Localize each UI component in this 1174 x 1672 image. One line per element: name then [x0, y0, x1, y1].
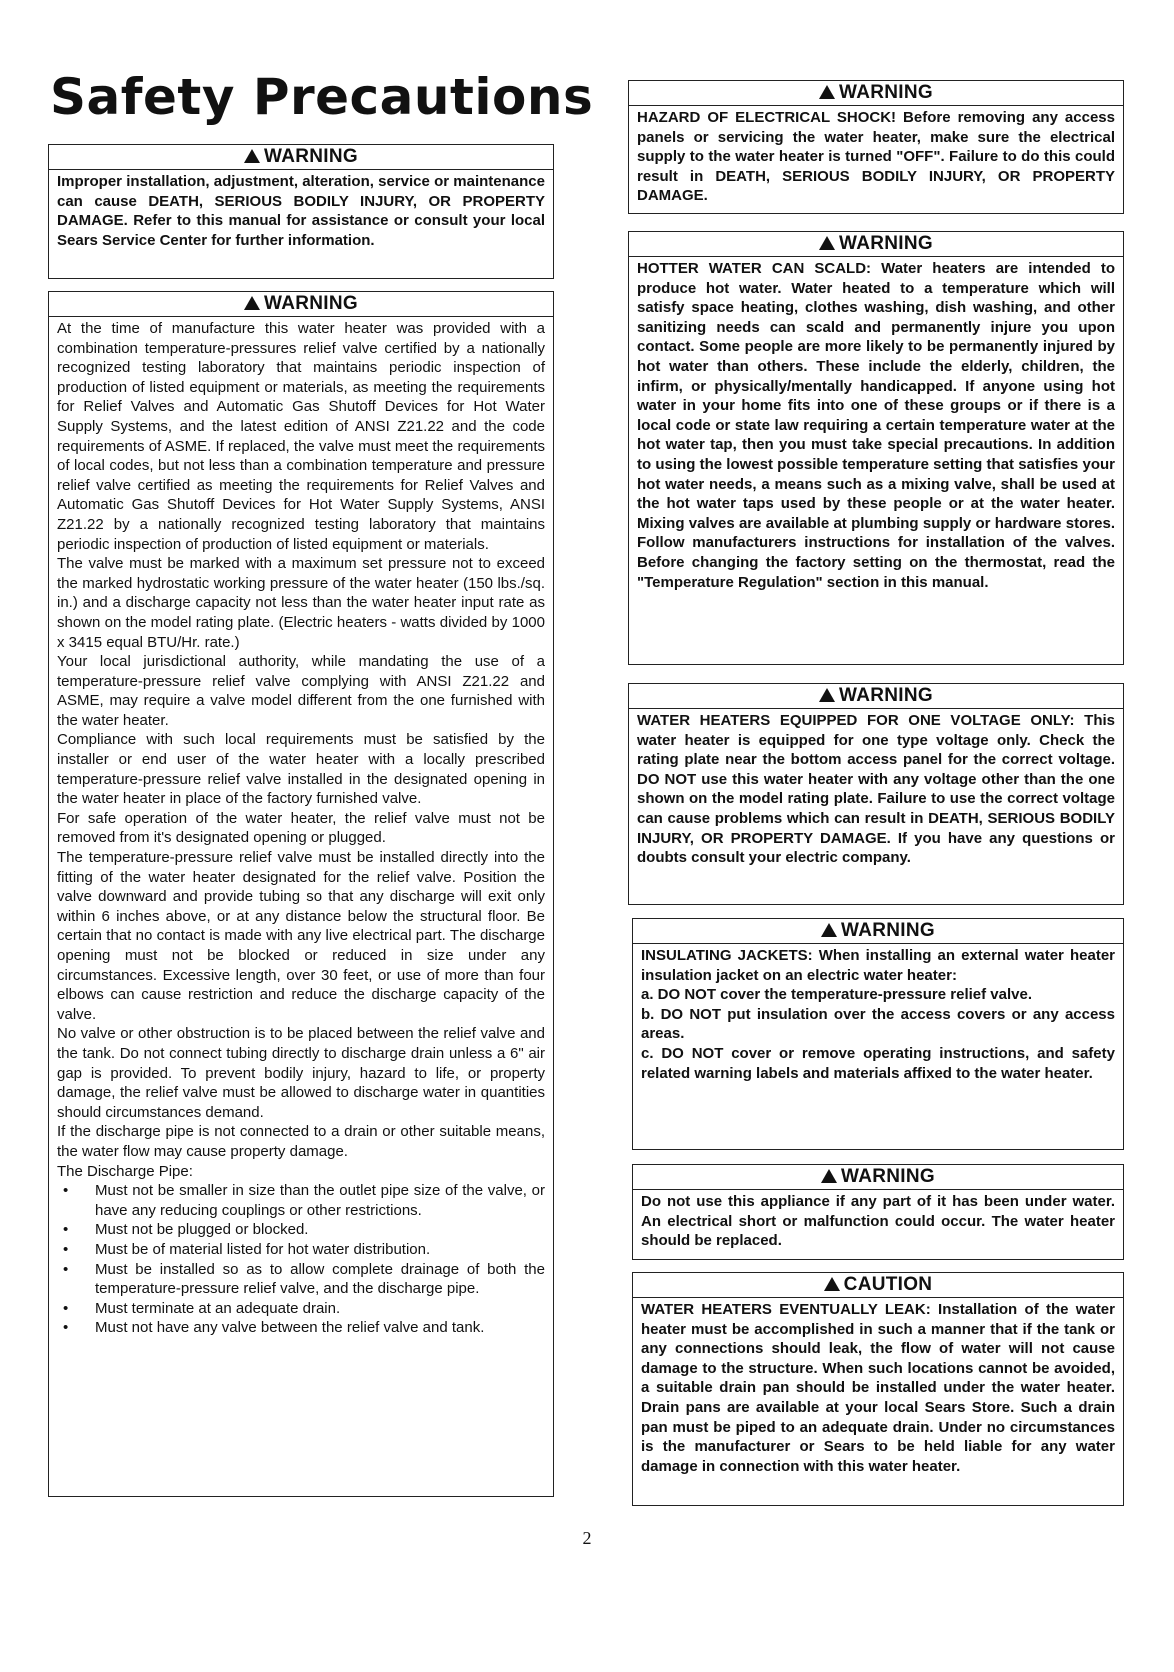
- list-item: c. DO NOT cover or remove operating instructions, and safety related warning labels and materials affixed to the water heater.: [641, 1044, 1115, 1082]
- relief-valve-paragraph-1: At the time of manufacture this water heater was provided with a combination temperature-pressures relief valve certified by a nationally recognized testing laboratory that maintains periodic inspection of production of listed equipment or materials, as meeting the requirements for Relief Valves and Automatic Gas Shutoff Devices for Hot Water Supply Systems, and the latest edition of ANSI Z21.22 and the code requirements of ASME. If replaced, the valve must meet the requirements of local codes, but not less than a combination temperature and pressure relief valve certified as meeting the requirements for Relief Valves and Automatic Gas Shutoff Devices for Hot Water Supply Systems, ANSI Z21.22 by a nationally recognized testing laboratory that maintains periodic inspection of production of listed equipment or materials.: [57, 320, 545, 553]
- relief-valve-paragraph-8: If the discharge pipe is not connected to a drain or other suitable means, the water flow may cause property damage.: [57, 1123, 545, 1160]
- warning-text: HAZARD OF ELECTRICAL SHOCK! Before removing any access panels or servicing the water heater, make sure the electrical supply to the water heater is turned "OFF". Failure to do this could result in DEATH, SERIOUS BODILY INJURY, OR PROPERTY DAMAGE.: [637, 109, 1115, 205]
- warning-text: [641, 946, 1115, 985]
- warning-body: This water heater is equipped for one type voltage only. Check the rating plate near the bottom access panel for the correct voltage. DO NOT use this water heater with any voltage other than the one shown on the model rating plate. Failure to use the correct voltage can cause problems which can result in DEATH, SERIOUS BODILY INJURY, OR PROPERTY DAMAGE. If you have any questions or doubts consult your electric company.: [637, 712, 1115, 867]
- relief-valve-paragraph-7: No valve or other obstruction is to be placed between the relief valve and the tank. Do not connect tubing directly to discharge drain unless a 6" air gap is provided. To prevent bodily injury, hazard to life, or property damage, the relief valve must be allowed to discharge water in quantities should circumstances demand.: [57, 1025, 545, 1121]
- relief-valve-paragraph-3: Your local jurisdictional authority, while mandating the use of a temperature-pressure relief valve complying with ANSI Z21.22 and ASME, may require a valve model different from the one furnished with the water heater.: [57, 653, 545, 729]
- warning-heading-label: WARNING: [264, 293, 358, 314]
- discharge-pipe-list: [57, 1181, 545, 1338]
- caution-body: Installation of the water heater must be accomplished in such a manner that if the tank or any connections should leak, the flow of water will not cause damage to the structure. When such locations cannot be avoided, a suitable drain pan should be installed under the water heater. Drain pans are available at your local Sears Store. Such a drain pan must be piped to an adequate drain. Under no circumstances is the manufacturer or Sears to be held liable for any water damage in connection with this water heater.: [641, 1301, 1115, 1475]
- warning-text: Do not use this appliance if any part of it has been under water. An electrical short or malfunction could occur. The water heater should be replaced.: [641, 1193, 1115, 1250]
- caution-heading: [633, 1273, 1123, 1298]
- warning-lead: HOTTER WATER CAN SCALD:: [637, 260, 872, 277]
- warning-heading: [629, 232, 1123, 257]
- warning-heading-label: WARNING: [841, 1166, 935, 1187]
- warning-heading-label: WARNING: [264, 146, 358, 167]
- list-item: • Must be installed so as to allow complete drainage of both the temperature-pressure relief valve, and the discharge pipe.: [57, 1260, 545, 1299]
- list-item: • Must terminate at an adequate drain.: [57, 1299, 545, 1319]
- warning-heading-label: WARNING: [839, 82, 933, 103]
- warning-lead: WATER HEATERS EQUIPPED FOR ONE VOLTAGE ONLY:: [637, 712, 1075, 729]
- list-item: • Must not be smaller in size than the outlet pipe size of the valve, or have any reducing couplings or other restrictions.: [57, 1181, 545, 1220]
- warning-triangle-icon: [244, 149, 260, 163]
- caution-lead: WATER HEATERS EVENTUALLY LEAK:: [641, 1301, 931, 1318]
- warning-heading: [49, 292, 553, 317]
- caution-heading-label: CAUTION: [843, 1274, 933, 1295]
- list-item: b. DO NOT put insulation over the access covers or any access areas.: [641, 1005, 1115, 1043]
- discharge-pipe-heading: The Discharge Pipe:: [57, 1162, 193, 1180]
- list-item: • Must not be plugged or blocked.: [57, 1220, 545, 1240]
- warning-heading: [629, 81, 1123, 106]
- warning-text: [637, 711, 1115, 868]
- warning-lead: INSULATING JACKETS:: [641, 947, 813, 964]
- warning-heading: [633, 919, 1123, 944]
- caution-triangle-icon: [824, 1277, 840, 1291]
- warning-triangle-icon: [819, 236, 835, 250]
- warning-heading: [629, 684, 1123, 709]
- relief-valve-paragraph-2: The valve must be marked with a maximum set pressure not to exceed the marked hydrostatic working pressure of the water heater (150 lbs./sq. in.) and a discharge capacity not less than the water heater input rate as shown on the model rating plate. (Electric heaters - watts divided by 1000 x 3415 equal BTU/Hr. rate.): [57, 555, 545, 651]
- warning-heading: [49, 145, 553, 170]
- insulating-jacket-list: [641, 985, 1115, 1083]
- caution-box-leak: [632, 1272, 1124, 1506]
- warning-triangle-icon: [821, 1169, 837, 1183]
- caution-text: [641, 1300, 1115, 1476]
- warning-heading-label: WARNING: [839, 685, 933, 706]
- warning-box-one-voltage: [628, 683, 1124, 905]
- warning-body: When installing an external water heater insulation jacket on an electric water heater:: [641, 947, 1115, 984]
- page-number: 2: [582, 1528, 592, 1548]
- list-item: a. DO NOT cover the temperature-pressure relief valve.: [641, 986, 1032, 1004]
- relief-valve-paragraph-4: Compliance with such local requirements must be satisfied by the installer or end user of the water heater with a locally prescribed temperature-pressure relief valve installed in the designated opening in the water heater in place of the factory furnished valve.: [57, 731, 545, 808]
- warning-box-relief-valve: [48, 291, 554, 1497]
- page-title: Safety Precautions: [50, 68, 594, 126]
- relief-valve-paragraph-5: For safe operation of the water heater, the relief valve must not be removed from it's designated opening or plugged.: [57, 809, 545, 847]
- warning-heading: [633, 1165, 1123, 1190]
- warning-box-insulating-jackets: [632, 918, 1124, 1150]
- warning-body: Water heaters are intended to produce hot water. Water heated to a temperature which will satisfy space heating, clothes washing, dish washing, and other sanitizing needs can scald and permanently injure you upon contact. Some people are more likely to be permanently injured by hot water than others. These include the elderly, children, the infirm, or physically/mentally handicapped. If anyone using hot water in your home fits into one of these groups or if there is a local code or state law requiring a certain temperature water at the hot water tap, then you must take special precautions. In addition to using the lowest possible temperature setting that satisfies your hot water needs, a means such as a mixing valve, shall be used at the hot water taps used by these people or at the water heater. Mixing valves are available at plumbing supply or hardware stores. Follow manufacturers instructions for installation of the valves. Before changing the factory setting on the thermostat, read the "Temperature Regulation" section in this manual.: [637, 260, 1115, 591]
- list-item: • Must not have any valve between the relief valve and tank.: [57, 1318, 545, 1338]
- warning-heading-label: WARNING: [841, 920, 935, 941]
- warning-heading-label: WARNING: [839, 233, 933, 254]
- warning-triangle-icon: [244, 296, 260, 310]
- warning-triangle-icon: [819, 688, 835, 702]
- warning-triangle-icon: [821, 923, 837, 937]
- warning-box-hot-water-scald: [628, 231, 1124, 665]
- warning-triangle-icon: [819, 85, 835, 99]
- warning-text: [637, 259, 1115, 592]
- warning-box-electrical-shock: [628, 80, 1124, 214]
- warning-box-improper-installation: [48, 144, 554, 279]
- relief-valve-paragraph-6: The temperature-pressure relief valve must be installed directly into the fitting of the water heater designated for the relief valve. Position the valve downward and provide tubing so that any discharge will exit only within 6 inches above, or at any distance below the structural floor. Be certain that no contact is made with any live electrical part. The discharge opening must not be blocked or reduced in size under any circumstances. Excessive length, over 30 feet, or use of more than four elbows can cause restriction and reduce the discharge capacity of the valve.: [57, 849, 545, 1023]
- list-item: • Must be of material listed for hot water distribution.: [57, 1240, 545, 1260]
- warning-box-water-damage: [632, 1164, 1124, 1260]
- warning-text: Improper installation, adjustment, alteration, service or maintenance can cause DEATH, SERIOUS BODILY INJURY, OR PROPERTY DAMAGE. Refer to this manual for assistance or consult your local Sears Service Center for further information.: [57, 173, 545, 249]
